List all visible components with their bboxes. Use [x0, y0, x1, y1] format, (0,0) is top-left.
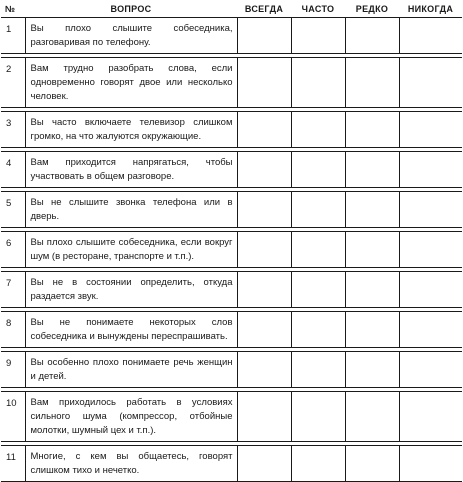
answer-cell-always[interactable] [237, 152, 291, 188]
answer-cell-always[interactable] [237, 232, 291, 268]
question-row [1, 312, 462, 348]
header-often: ЧАСТО [291, 0, 345, 18]
question-text: Вам приходилось работать в условиях сильного шума (компрессор, отбойные молотки, шумный цех и т.п.). [25, 392, 237, 442]
question-row [1, 18, 462, 54]
hearing-questionnaire-table [1, 0, 462, 482]
answer-cell-rarely[interactable] [345, 192, 399, 228]
header-never: НИКОГДА [399, 0, 462, 18]
answer-cell-often[interactable] [291, 232, 345, 268]
question-row [1, 112, 462, 148]
answer-cell-always[interactable] [237, 446, 291, 482]
question-text: Вы не в состоянии определить, откуда раздается звук. [25, 272, 237, 308]
answer-cell-rarely[interactable] [345, 152, 399, 188]
answer-cell-never[interactable] [399, 232, 462, 268]
question-row [1, 152, 462, 188]
question-text: Вам приходится напрягаться, чтобы участвовать в общем разговоре. [25, 152, 237, 188]
question-text: Вы плохо слышите собеседника, разговаривая по телефону. [25, 18, 237, 54]
header-number: № [1, 0, 25, 18]
answer-cell-always[interactable] [237, 58, 291, 108]
answer-cell-often[interactable] [291, 18, 345, 54]
answer-cell-always[interactable] [237, 312, 291, 348]
answer-cell-always[interactable] [237, 272, 291, 308]
question-row [1, 192, 462, 228]
answer-cell-never[interactable] [399, 272, 462, 308]
answer-cell-often[interactable] [291, 152, 345, 188]
header-question: ВОПРОС [25, 0, 237, 18]
answer-cell-never[interactable] [399, 312, 462, 348]
answer-cell-rarely[interactable] [345, 58, 399, 108]
question-number: 3 [1, 112, 25, 148]
answer-cell-often[interactable] [291, 192, 345, 228]
question-number: 8 [1, 312, 25, 348]
question-text: Многие, с кем вы общаетесь, говорят слишком тихо и нечетко. [25, 446, 237, 482]
question-number: 5 [1, 192, 25, 228]
question-number: 10 [1, 392, 25, 442]
question-number: 1 [1, 18, 25, 54]
answer-cell-always[interactable] [237, 18, 291, 54]
answer-cell-never[interactable] [399, 392, 462, 442]
answer-cell-never[interactable] [399, 152, 462, 188]
question-number: 4 [1, 152, 25, 188]
answer-cell-always[interactable] [237, 352, 291, 388]
answer-cell-rarely[interactable] [345, 392, 399, 442]
answer-cell-often[interactable] [291, 112, 345, 148]
answer-cell-often[interactable] [291, 392, 345, 442]
answer-cell-rarely[interactable] [345, 232, 399, 268]
question-row [1, 272, 462, 308]
header-always: ВСЕГДА [237, 0, 291, 18]
answer-cell-often[interactable] [291, 352, 345, 388]
answer-cell-rarely[interactable] [345, 112, 399, 148]
answer-cell-often[interactable] [291, 446, 345, 482]
question-row [1, 446, 462, 482]
question-text: Вы плохо слышите собеседника, если вокруг шум (в ресторане, транспорте и т.п.). [25, 232, 237, 268]
answer-cell-often[interactable] [291, 312, 345, 348]
answer-cell-rarely[interactable] [345, 446, 399, 482]
answer-cell-never[interactable] [399, 112, 462, 148]
question-row [1, 392, 462, 442]
answer-cell-never[interactable] [399, 192, 462, 228]
answer-cell-often[interactable] [291, 58, 345, 108]
answer-cell-always[interactable] [237, 192, 291, 228]
answer-cell-rarely[interactable] [345, 312, 399, 348]
header-rarely: РЕДКО [345, 0, 399, 18]
answer-cell-always[interactable] [237, 392, 291, 442]
question-rows [1, 18, 462, 482]
question-row [1, 58, 462, 108]
header-row [1, 0, 462, 18]
answer-cell-never[interactable] [399, 352, 462, 388]
question-row [1, 232, 462, 268]
answer-cell-rarely[interactable] [345, 18, 399, 54]
question-row [1, 352, 462, 388]
answer-cell-always[interactable] [237, 112, 291, 148]
question-number: 9 [1, 352, 25, 388]
question-text: Вы не понимаете некоторых слов собеседника и вынуждены переспрашивать. [25, 312, 237, 348]
question-text: Вы часто включаете телевизор слишком громко, на что жалуются окружающие. [25, 112, 237, 148]
answer-cell-never[interactable] [399, 446, 462, 482]
question-text: Вы особенно плохо понимаете речь женщин и детей. [25, 352, 237, 388]
question-text: Вам трудно разобрать слова, если одновременно говорят двое или несколько человек. [25, 58, 237, 108]
answer-cell-rarely[interactable] [345, 352, 399, 388]
question-number: 6 [1, 232, 25, 268]
answer-cell-often[interactable] [291, 272, 345, 308]
question-number: 2 [1, 58, 25, 108]
answer-cell-never[interactable] [399, 58, 462, 108]
answer-cell-rarely[interactable] [345, 272, 399, 308]
question-text: Вы не слышите звонка телефона или в дверь. [25, 192, 237, 228]
question-number: 7 [1, 272, 25, 308]
question-number: 11 [1, 446, 25, 482]
answer-cell-never[interactable] [399, 18, 462, 54]
